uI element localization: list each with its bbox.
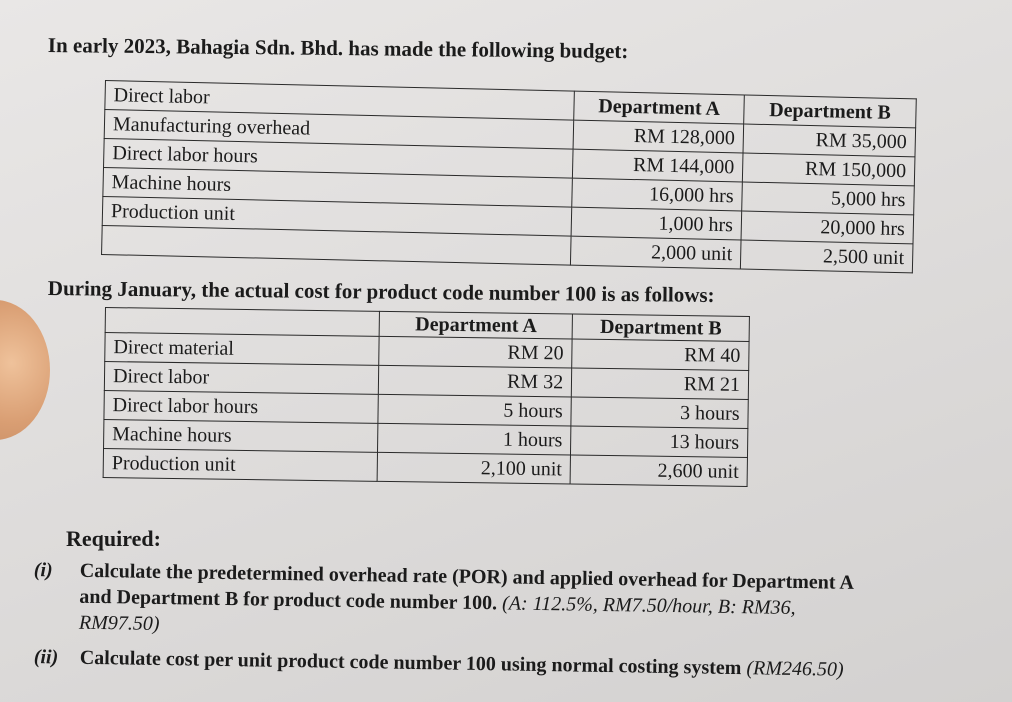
item-number: (i) [33,558,53,582]
budget-table [101,80,917,273]
actual-cell-a: RM 20 [379,336,572,368]
actual-cost-table [103,307,750,487]
actual-row-label: Direct labor hours [104,390,379,423]
item-answer: RM97.50) [78,611,160,635]
item-answer: (RM246.50) [746,657,844,681]
item-line: and Department B for product code number 100. [79,585,498,615]
budget-header-dept-b: Department B [744,95,917,128]
item-line: Calculate the predetermined overhead rate (POR) and applied overhead for Department A [79,559,855,594]
actual-cell-b: RM 21 [571,368,748,399]
required-item-1 [33,558,1004,653]
actual-cell-a: 1 hours [378,423,571,455]
actual-cell-b: 2,600 unit [570,455,747,486]
budget-cell-a: 2,000 unit [571,236,741,269]
actual-cell-a: 5 hours [378,394,571,426]
required-heading: Required: [66,526,161,551]
item-answer: (A: 112.5%, RM7.50/hour, B: RM36, [501,592,796,619]
budget-header-dept-a: Department A [574,91,744,124]
budget-cell-a: RM 128,000 [573,120,743,153]
budget-cell-b: 5,000 hrs [742,182,915,215]
budget-cell-a: RM 144,000 [573,149,743,182]
budget-row-label: Direct labor hours [104,138,574,178]
actual-cell-a: 2,100 unit [378,452,571,484]
actual-row-label: Production unit [103,448,378,481]
budget-row-label: Direct labor [105,81,575,121]
required-item-2 [34,645,1009,690]
budget-cell-a: 1,000 hrs [571,207,741,240]
actual-row-label: Machine hours [104,419,379,452]
actual-cell-b: 13 hours [571,426,748,457]
item-line: Calculate cost per unit product code number 100 using normal costing system [79,646,742,680]
budget-row-label: Machine hours [103,167,573,207]
actual-row-label: Direct material [105,333,380,366]
actual-row-label: Direct labor [104,362,379,395]
item-number: (ii) [33,645,59,669]
budget-cell-b: 2,500 unit [740,240,913,273]
budget-intro: In early 2023, Bahagia Sdn. Bhd. has made the following budget: [47,33,629,64]
actual-cell-b: 3 hours [571,397,748,428]
budget-cell-b: RM 35,000 [743,124,916,157]
finger-thumb [0,300,50,440]
budget-cell-b: RM 150,000 [742,153,915,186]
actual-header-dept-b: Department B [572,314,749,341]
actual-cell-a: RM 32 [379,365,572,397]
budget-row-label: Production unit [102,196,572,236]
budget-row-label: Manufacturing overhead [104,110,574,150]
actual-intro: During January, the actual cost for product code number 100 is as follows: [47,276,715,307]
budget-cell-b: 20,000 hrs [741,211,914,244]
budget-cell-a: 16,000 hrs [572,178,742,211]
actual-cell-b: RM 40 [572,339,749,370]
actual-header-dept-a: Department A [380,311,573,339]
